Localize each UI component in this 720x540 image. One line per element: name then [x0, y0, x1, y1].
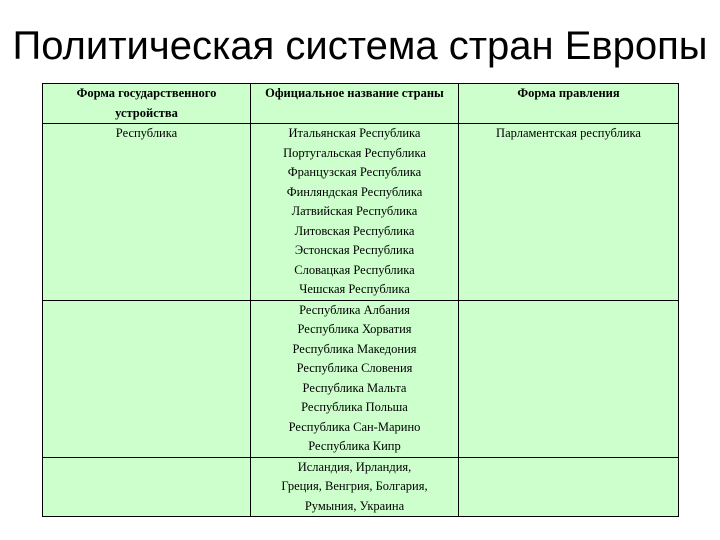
- table-row: [43, 124, 679, 301]
- country-name: Республика Кипр: [308, 439, 401, 453]
- country-name: Республика Словения: [296, 361, 413, 375]
- country-name: Португальская Республика: [283, 145, 426, 160]
- header-state-structure: Форма государственного устройства: [43, 84, 251, 124]
- country-name: Французская Республика: [287, 165, 422, 179]
- cell-official-names: [251, 300, 459, 457]
- cell-state-structure: Республика: [43, 124, 251, 301]
- country-name: Литовская Республика: [294, 223, 415, 238]
- country-name: Республика Хорватия: [297, 322, 412, 336]
- country-name: Словацкая Республика: [294, 262, 415, 277]
- country-name: Республика Македония: [292, 341, 417, 356]
- country-name: Чешская Республика: [299, 282, 410, 296]
- cell-government-form: Парламентская республика: [459, 124, 679, 301]
- country-name: Республика Мальта: [302, 380, 407, 395]
- country-name: Итальянская Республика: [288, 126, 421, 140]
- cell-government-form: [459, 300, 679, 457]
- cell-state-structure: [43, 300, 251, 457]
- cell-government-form: [459, 457, 679, 517]
- header-official-name: Официальное название страны: [251, 84, 459, 124]
- country-name: Республика Польша: [301, 400, 408, 414]
- table-header-row: [43, 84, 679, 124]
- political-systems-table: [42, 83, 679, 517]
- country-name: Республика Албания: [299, 302, 410, 317]
- country-name: Исландия, Ирландия,: [297, 459, 412, 474]
- cell-official-names: [251, 124, 459, 301]
- cell-state-structure: [43, 457, 251, 517]
- country-name: Греция, Венгрия, Болгария,: [281, 479, 428, 493]
- country-name: Эстонская Республика: [294, 243, 415, 257]
- country-name: Финляндская Республика: [286, 184, 423, 199]
- slide-title: Политическая система стран Европы: [12, 24, 708, 68]
- country-name: Румыния, Украина: [304, 498, 405, 513]
- table-row: [43, 300, 679, 457]
- table-row: [43, 457, 679, 517]
- header-government-form: Форма правления: [459, 84, 679, 124]
- cell-official-names: [251, 457, 459, 517]
- country-name: Латвийская Республика: [291, 204, 418, 218]
- country-name: Республика Сан-Марино: [288, 419, 421, 434]
